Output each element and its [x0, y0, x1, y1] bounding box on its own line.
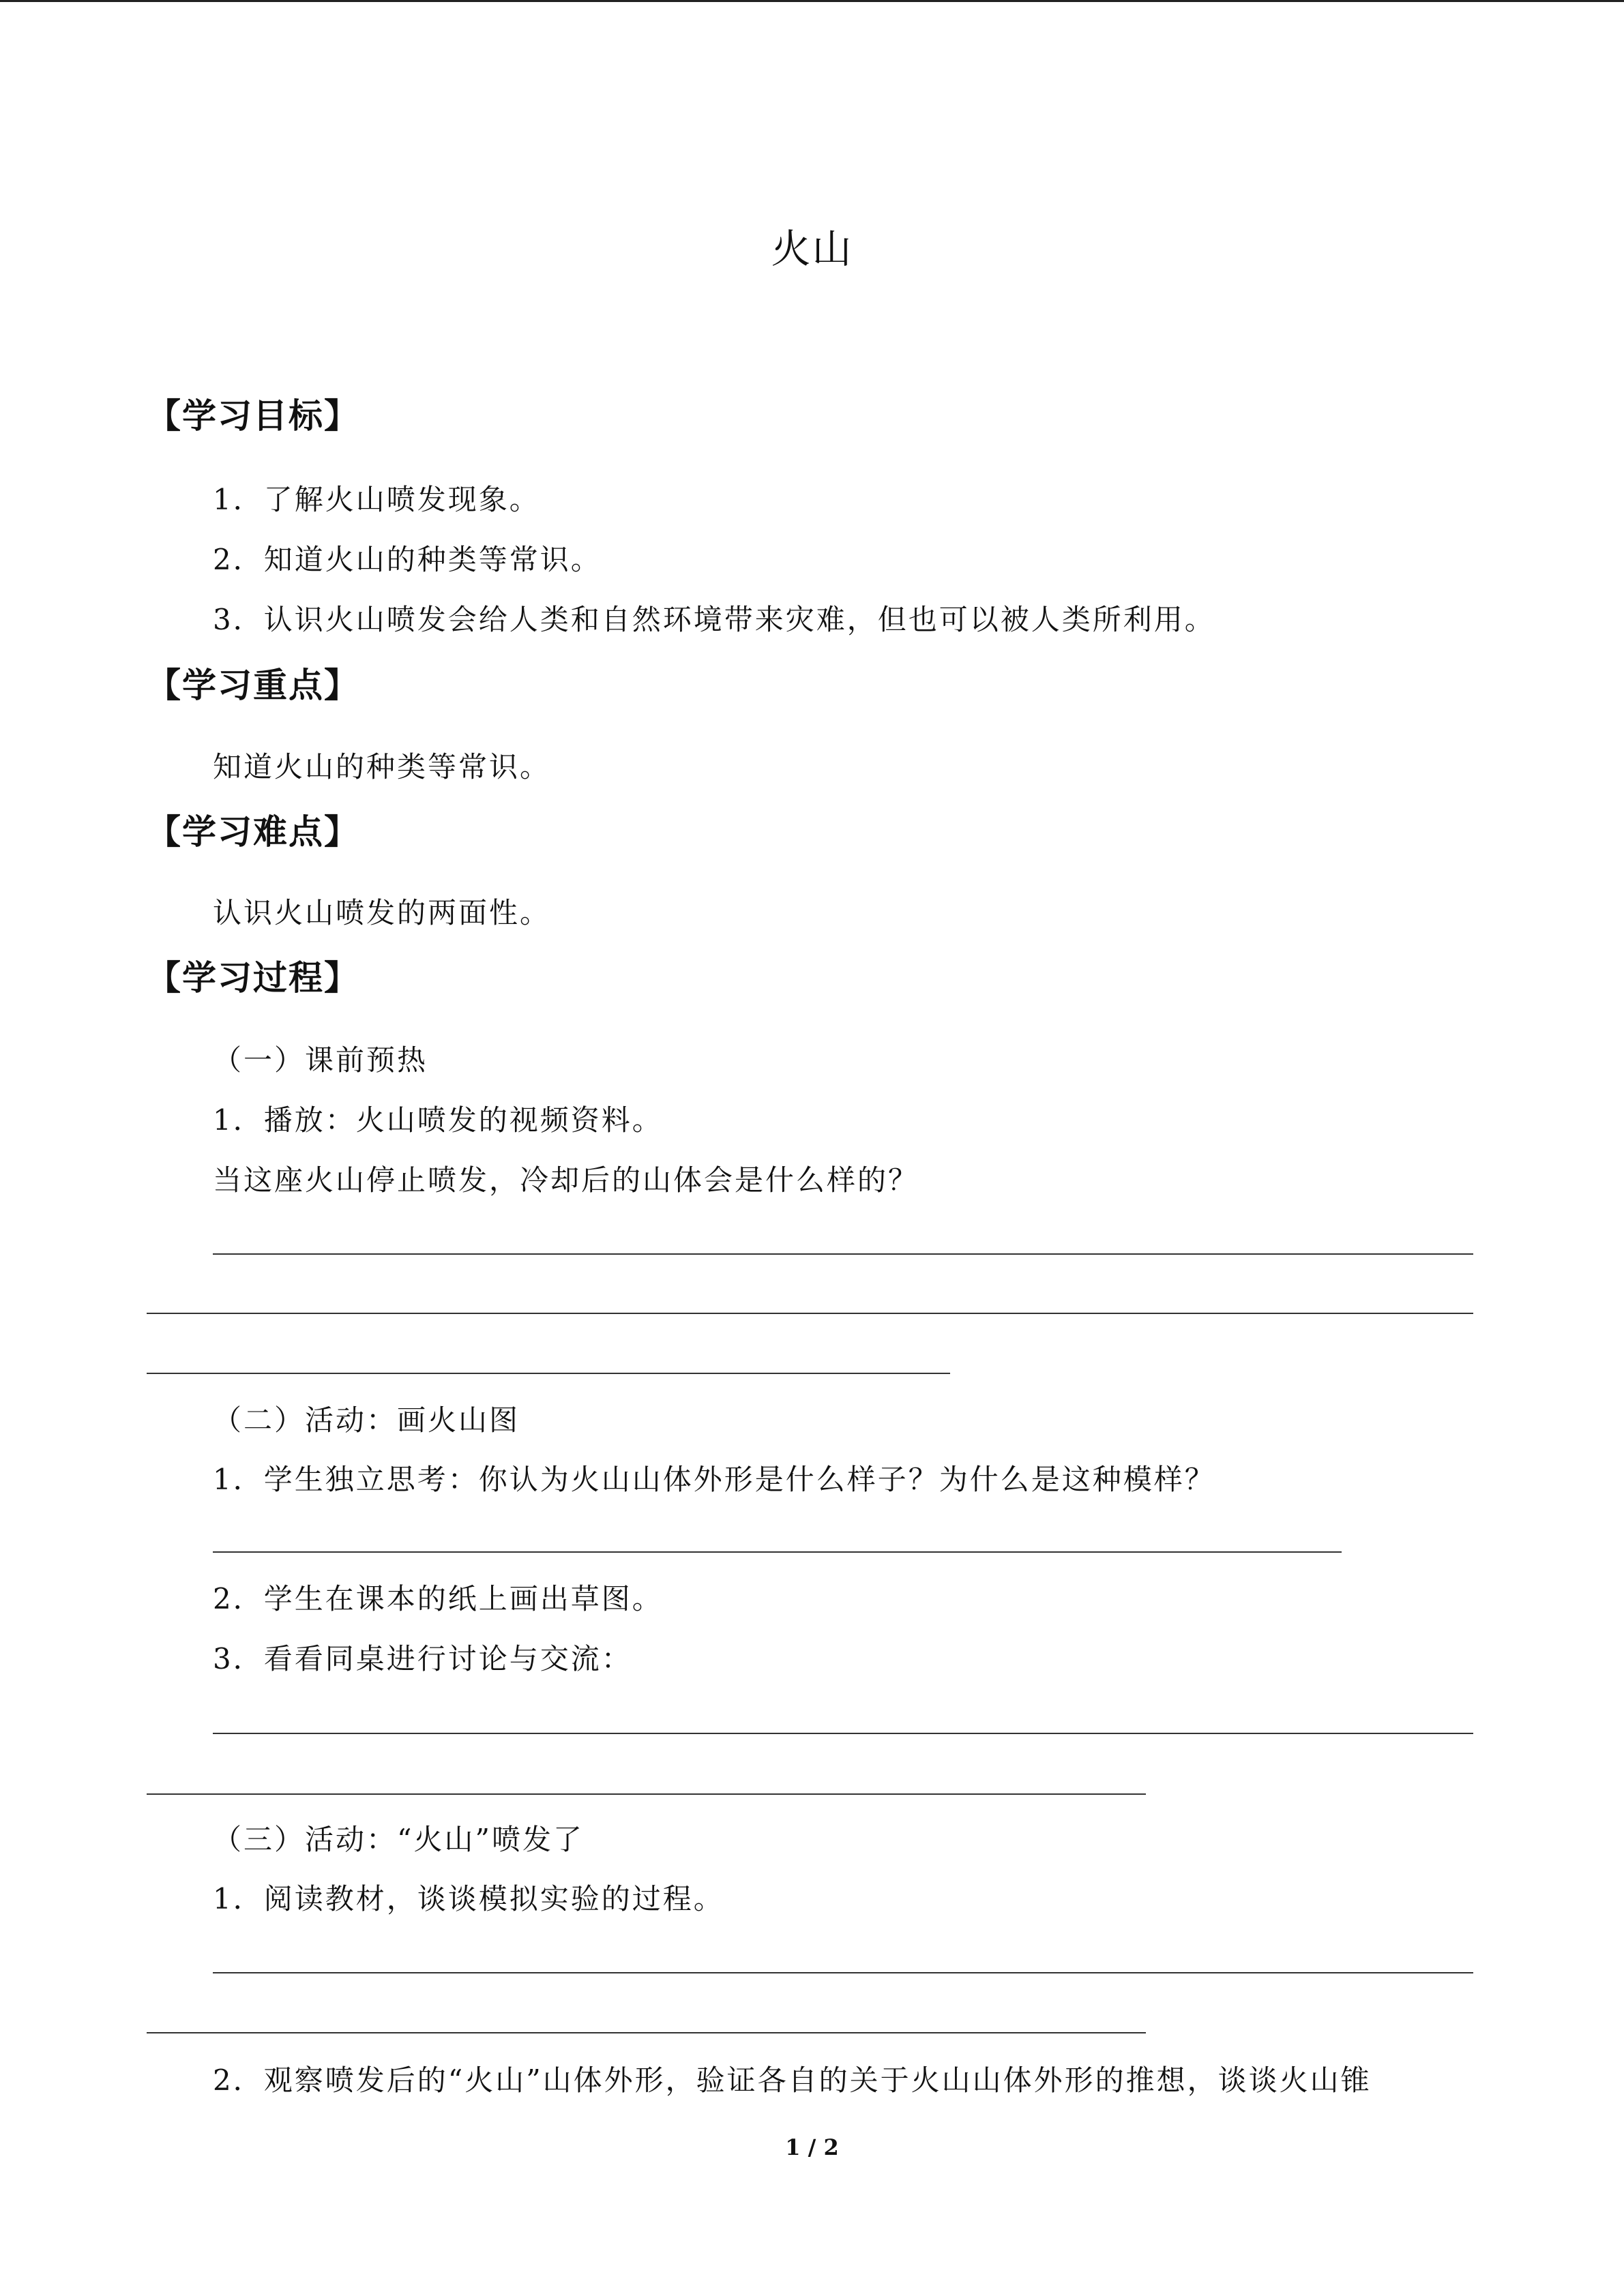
part1-title: （一）课前预热: [213, 1043, 428, 1077]
answer-line[interactable]: [147, 1793, 1146, 1795]
goal-item: 2．知道火山的种类等常识。: [213, 543, 602, 576]
part1-question: 当这座火山停止喷发，冷却后的山体会是什么样的？: [213, 1163, 919, 1197]
goals-heading: 【学习目标】: [147, 396, 359, 436]
answer-line[interactable]: [147, 1373, 950, 1374]
part2-title: （二）活动：画火山图: [213, 1403, 520, 1437]
difficulties-heading: 【学习难点】: [147, 812, 359, 852]
goal-item: 1．了解火山喷发现象。: [213, 483, 540, 516]
page-top-border: [0, 0, 1624, 2]
difficulties-text: 认识火山喷发的两面性。: [213, 896, 551, 929]
process-heading: 【学习过程】: [147, 958, 359, 998]
answer-line[interactable]: [213, 1253, 1473, 1255]
part2-item: 2．学生在课本的纸上画出草图。: [213, 1582, 663, 1615]
answer-line[interactable]: [213, 1733, 1473, 1734]
part3-title: （三）活动：“火山”喷发了: [213, 1823, 584, 1856]
part3-item: 2．观察喷发后的“火山”山体外形，验证各自的关于火山山体外形的推想，谈谈火山锥: [213, 2063, 1372, 2097]
goal-item: 3．认识火山喷发会给人类和自然环境带来灾难，但也可以被人类所利用。: [213, 603, 1215, 636]
page-title: 火山: [771, 226, 853, 272]
part1-item: 1．播放：火山喷发的视频资料。: [213, 1103, 663, 1137]
part2-item: 3．看看同桌进行讨论与交流：: [213, 1642, 632, 1675]
key-points-text: 知道火山的种类等常识。: [213, 750, 551, 784]
page-number: 1 / 2: [785, 2134, 839, 2160]
answer-line[interactable]: [213, 1551, 1342, 1553]
answer-line[interactable]: [147, 2032, 1146, 2033]
answer-line[interactable]: [147, 1313, 1473, 1314]
part3-item: 1．阅读教材，谈谈模拟实验的过程。: [213, 1882, 724, 1915]
answer-line[interactable]: [213, 1972, 1473, 1973]
key-points-heading: 【学习重点】: [147, 666, 359, 705]
part2-item: 1．学生独立思考：你认为火山山体外形是什么样子？为什么是这种模样？: [213, 1463, 1215, 1496]
